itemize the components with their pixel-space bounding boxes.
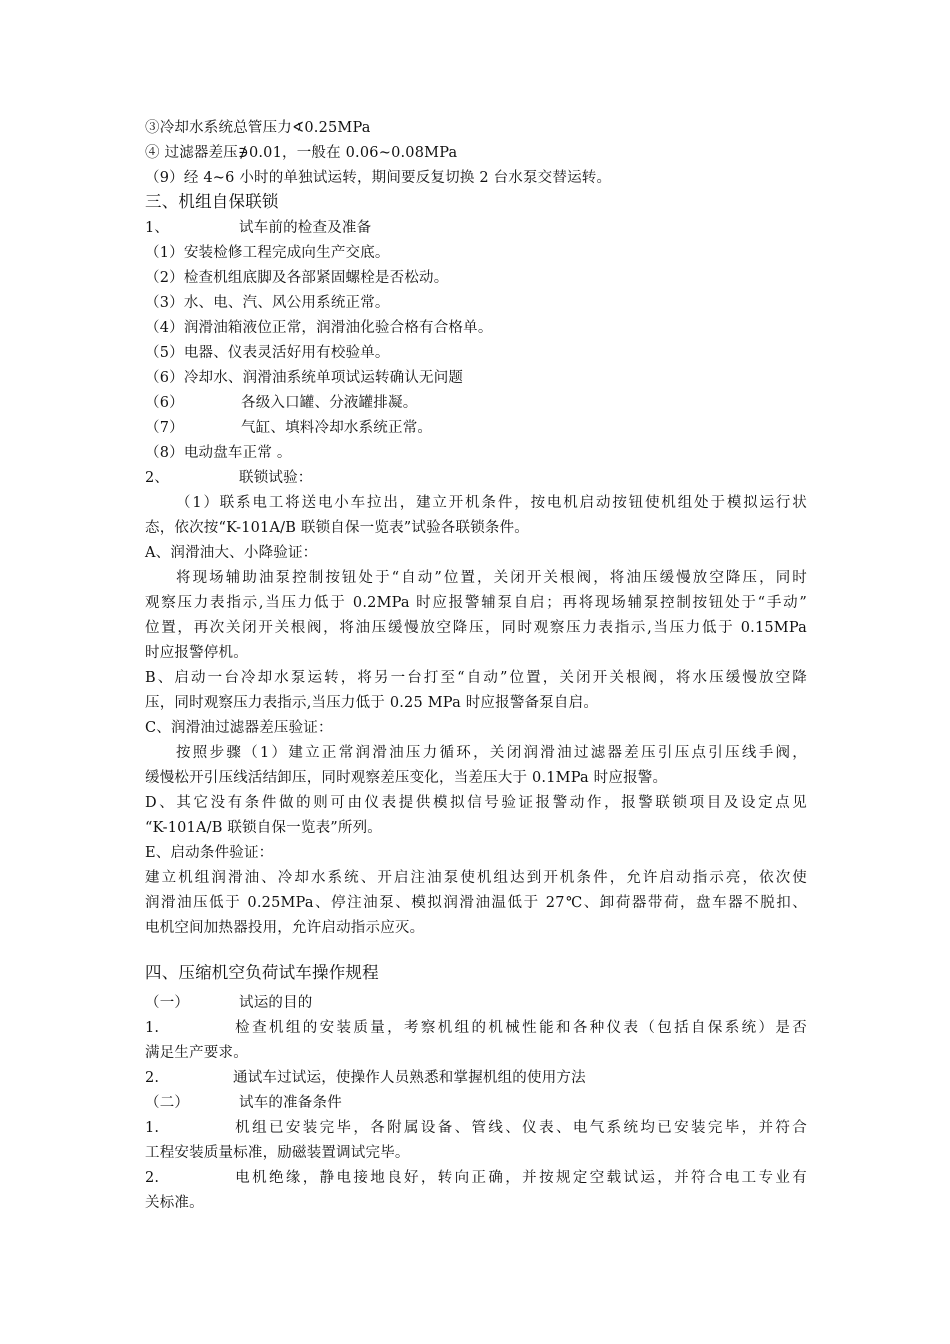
numbered-heading bbox=[145, 1093, 342, 1113]
text-line: （5）电器、仪表灵活好用有校验单。 bbox=[145, 345, 390, 361]
numbered-item bbox=[145, 418, 432, 438]
section-heading: 四、压缩机空负荷试车操作规程 bbox=[145, 963, 379, 982]
item-text: 试运的目的 bbox=[239, 995, 313, 1011]
item-number: （一） bbox=[145, 995, 190, 1011]
paragraph-line: B、启动一台冷却水泵运转，将另一台打至“自动”位置，关闭开关根阀，将水压缓慢放空降 bbox=[145, 670, 807, 686]
paragraph-line: “K-101A/B 联锁自保一览表”所列。 bbox=[145, 820, 382, 836]
paragraph-line: 关标准。 bbox=[145, 1195, 204, 1211]
text-line: （3）水、电、汽、风公用系统正常。 bbox=[145, 295, 390, 311]
item-number: 1. bbox=[145, 1120, 160, 1136]
subheading: A、润滑油大、小降验证： bbox=[145, 545, 318, 561]
paragraph-line: 时应报警停机。 bbox=[145, 645, 248, 661]
paragraph-line: 建立机组润滑油、冷却水系统、开启注油泵使机组达到开机条件，允许启动指示亮，依次使 bbox=[145, 870, 807, 886]
item-text: 试车的准备条件 bbox=[239, 1095, 342, 1111]
item-text: 电机绝缘，静电接地良好，转向正确，并按规定空载试运，并符合电工专业有 bbox=[233, 1170, 807, 1186]
item-text: 检查机组的安装质量，考察机组的机械性能和各种仪表（包括自保系统）是否 bbox=[233, 1020, 807, 1036]
text-line: ④ 过滤器差压∌0.01，一般在 0.06~0.08MPa bbox=[145, 145, 458, 161]
paragraph-line: 观察压力表指示,当压力低于 0.2MPa 时应报警辅泵自启；再将现场辅泵控制按钮处于“手动” bbox=[145, 595, 807, 611]
paragraph-line: 将现场辅助油泵控制按钮处于“自动”位置，关闭开关根阀，将油压缓慢放空降压，同时 bbox=[176, 570, 807, 586]
numbered-item bbox=[145, 1168, 807, 1188]
text-line: （8）电动盘车正常 。 bbox=[145, 445, 292, 461]
numbered-item bbox=[145, 1068, 586, 1088]
item-text: 各级入口罐、分液罐排凝。 bbox=[241, 395, 418, 411]
text-line: （4）润滑油箱液位正常，润滑油化验合格有合格单。 bbox=[145, 320, 493, 336]
paragraph-line: D、其它没有条件做的则可由仪表提供模拟信号验证报警动作，报警联锁项目及设定点见 bbox=[145, 795, 807, 811]
text-line: （9）经 4~6 小时的单独试运转，期间要反复切换 2 台水泵交替运转。 bbox=[145, 170, 612, 186]
item-number: （二） bbox=[145, 1095, 190, 1111]
item-number: 2、 bbox=[145, 470, 170, 486]
subheading: C、润滑油过滤器差压验证： bbox=[145, 720, 333, 736]
numbered-heading bbox=[145, 468, 313, 488]
numbered-heading bbox=[145, 993, 313, 1013]
paragraph-line: 态，依次按“K-101A/B 联锁自保一览表”试验各联锁条件。 bbox=[145, 520, 529, 536]
numbered-item bbox=[145, 1018, 807, 1038]
item-text: 通试车过试运，使操作人员熟悉和掌握机组的使用方法 bbox=[233, 1070, 586, 1086]
numbered-item bbox=[145, 393, 417, 413]
numbered-item bbox=[145, 1118, 807, 1138]
item-text: 气缸、填料冷却水系统正常。 bbox=[241, 420, 433, 436]
text-line: （2）检查机组底脚及各部紧固螺栓是否松动。 bbox=[145, 270, 449, 286]
paragraph-line: 满足生产要求。 bbox=[145, 1045, 248, 1061]
item-text: 联锁试验： bbox=[239, 470, 313, 486]
paragraph-line: 位置，再次关闭开关根阀，将油压缓慢放空降压，同时观察压力表指示,当压力低于 0.15MPa bbox=[145, 620, 807, 636]
paragraph-line: 工程安装质量标准，励磁装置调试完毕。 bbox=[145, 1145, 410, 1161]
item-number: 1. bbox=[145, 1020, 160, 1036]
subheading: E、启动条件验证： bbox=[145, 845, 274, 861]
paragraph-line: 电机空间加热器投用，允许启动指示应灭。 bbox=[145, 920, 425, 936]
section-heading: 三、机组自保联锁 bbox=[145, 192, 279, 211]
item-text: 机组已安装完毕，各附属设备、管线、仪表、电气系统均已安装完毕，并符合 bbox=[233, 1120, 807, 1136]
text-line: （1）安装检修工程完成向生产交底。 bbox=[145, 245, 390, 261]
item-number: 2. bbox=[145, 1070, 160, 1086]
paragraph-line: 压，同时观察压力表指示,当压力低于 0.25 MPa 时应报警备泵自启。 bbox=[145, 695, 599, 711]
item-number: （6） bbox=[145, 395, 184, 411]
text-line: （6）冷却水、润滑油系统单项试运转确认无问题 bbox=[145, 370, 464, 386]
item-number: 2. bbox=[145, 1170, 160, 1186]
item-number: 1、 bbox=[145, 220, 170, 236]
item-number: （7） bbox=[145, 420, 184, 436]
paragraph-line: 按照步骤（1）建立正常润滑油压力循环，关闭润滑油过滤器差压引压点引压线手阀， bbox=[176, 745, 807, 761]
numbered-heading bbox=[145, 218, 371, 238]
item-text: 试车前的检查及准备 bbox=[239, 220, 372, 236]
paragraph-line: 缓慢松开引压线活结卸压，同时观察差压变化，当差压大于 0.1MPa 时应报警。 bbox=[145, 770, 668, 786]
paragraph-line: （1）联系电工将送电小车拉出，建立开机条件，按电机启动按钮使机组处于模拟运行状 bbox=[176, 495, 807, 511]
text-line: ③冷却水系统总管压力∢0.25MPa bbox=[145, 120, 371, 136]
paragraph-line: 润滑油压低于 0.25MPa、停注油泵、模拟润滑油温低于 27℃、卸荷器带荷，盘车器不脱扣、 bbox=[145, 895, 807, 911]
